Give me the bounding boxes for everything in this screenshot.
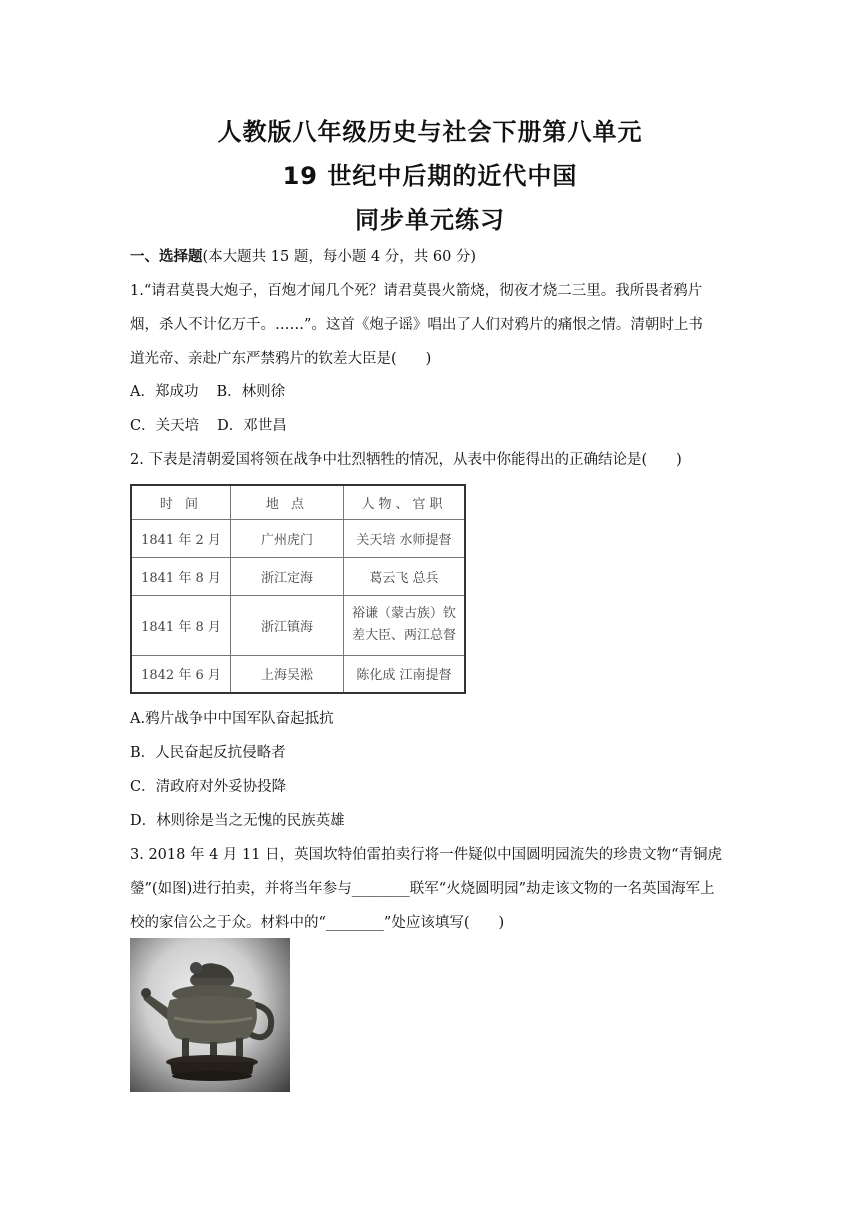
table-cell-place: 上海吴淞	[231, 655, 344, 693]
question-1-stem-line-1: 1.“请君莫畏大炮子，百炮才闻几个死？请君莫畏火箭烧，彻夜才烧二三里。我所畏者鸦片	[130, 283, 703, 299]
question-2-option-b: B．人民奋起反抗侵略者	[130, 745, 286, 761]
table-header-time: 时 间	[131, 485, 231, 519]
bronze-tiger-vessel-photo	[130, 938, 290, 1092]
question-1-option-d: D．邓世昌	[217, 418, 287, 434]
table-cell-person: 裕谦（蒙古族）钦差大臣、两江总督	[344, 595, 466, 655]
document-title-line-1: 人教版八年级历史与社会下册第八单元	[217, 118, 643, 146]
question-1-options-row-2	[130, 416, 730, 436]
table-row	[131, 557, 465, 595]
table-row	[131, 519, 465, 557]
question-2-option-c: C．清政府对外妥协投降	[130, 779, 287, 795]
section-heading	[130, 247, 730, 267]
table-cell-person: 葛云飞 总兵	[344, 557, 466, 595]
document-title-line-3: 同步单元练习	[355, 206, 505, 234]
document-title-line-2: 19 世纪中后期的近代中国	[282, 162, 578, 190]
section-heading-scoring: (本大题共 15 题，每小题 4 分，共 60 分)	[202, 249, 477, 265]
table-header-person: 人物、官职	[344, 485, 466, 519]
question-3-stem-line-1: 3. 2018 年 4 月 11 日，英国坎特伯雷拍卖行将一件疑似中国圆明园流失的珍贵文物“青铜虎	[130, 847, 722, 863]
question-1-stem-line-2: 烟，杀人不计亿万千。……”。这首《炮子谣》唱出了人们对鸦片的痛恨之情。清朝时上书	[130, 317, 703, 333]
question-1-option-b: B．林则徐	[216, 384, 286, 400]
table-cell-time: 1841 年 8 月	[131, 557, 231, 595]
table-cell-place: 浙江镇海	[231, 595, 344, 655]
question-1-option-a: A．郑成功	[130, 384, 199, 400]
table-row	[131, 655, 465, 693]
table-cell-time: 1841 年 2 月	[131, 519, 231, 557]
table-cell-time: 1842 年 6 月	[131, 655, 231, 693]
question-1-option-c: C．关天培	[130, 418, 200, 434]
table-cell-place: 广州虎门	[231, 519, 344, 557]
question-2-option-a: A.鸦片战争中中国军队奋起抵抗	[130, 711, 334, 727]
question-3-stem-line-3: 校的家信公之于众。材料中的“________”处应该填写( )	[130, 915, 505, 931]
generals-table	[130, 484, 466, 694]
question-1-stem-line-3: 道光帝、亲赴广东严禁鸦片的钦差大臣是( )	[130, 351, 432, 367]
question-2-stem: 2. 下表是清朝爱国将领在战争中壮烈牺牲的情况，从表中你能得出的正确结论是( )	[130, 452, 682, 468]
question-1-options-row-1	[130, 382, 730, 402]
question-2-option-d: D．林则徐是当之无愧的民族英雄	[130, 813, 345, 829]
table-cell-person: 陈化成 江南提督	[344, 655, 466, 693]
section-heading-label: 一、选择题	[130, 248, 203, 265]
table-header-row	[131, 485, 465, 519]
table-cell-place: 浙江定海	[231, 557, 344, 595]
table-row	[131, 595, 465, 655]
table-cell-person: 关天培 水师提督	[344, 519, 466, 557]
bronze-vessel-illustration	[130, 938, 290, 1092]
table-cell-time: 1841 年 8 月	[131, 595, 231, 655]
table-header-place: 地 点	[231, 485, 344, 519]
question-3-stem-line-2: 鎣”(如图)进行拍卖，并将当年参与________联军“火烧圆明园”劫走该文物的一名英国海军上	[130, 881, 715, 897]
